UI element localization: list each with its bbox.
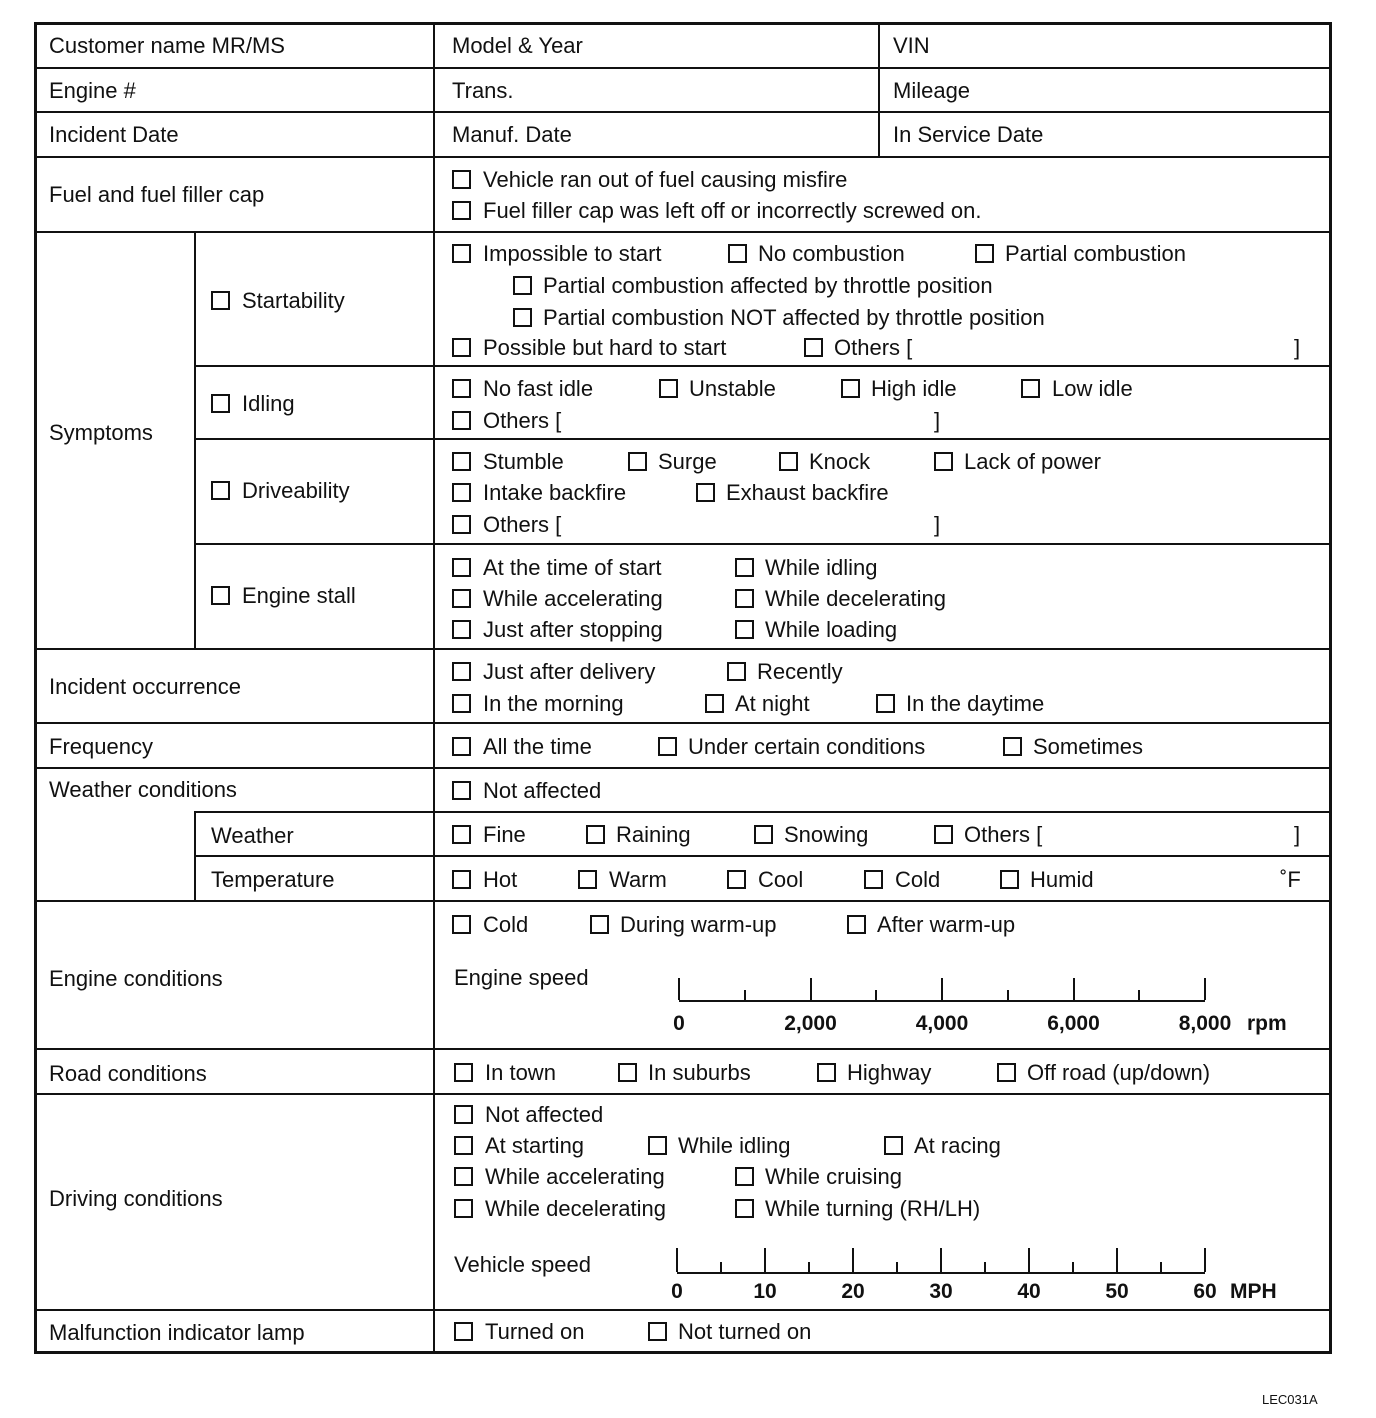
engine-stall-option: Just after stopping [483,617,663,642]
driveability-option: Stumble [483,449,564,474]
mph-tick-label: 40 [1017,1280,1041,1303]
rpm-minor-tick [1007,990,1009,1000]
checkbox[interactable] [452,558,471,577]
weather-option: Raining [616,822,691,847]
engine-condition-option: During warm-up [620,912,777,937]
checkbox[interactable] [454,1136,473,1155]
checkbox[interactable] [997,1063,1016,1082]
row-divider [195,855,1332,857]
checkbox[interactable] [779,452,798,471]
model-year-label: Model & Year [452,33,583,58]
startability-option: Partial combustion affected by throttle position [543,273,993,298]
frequency-label: Frequency [49,734,153,759]
driving-option: While idling [678,1133,791,1158]
temperature-unit: ˚F [1280,867,1301,892]
startability-option: Impossible to start [483,241,662,266]
row-divider [34,111,1332,113]
incident-option: At night [735,691,810,716]
incident-date-label: Incident Date [49,122,179,147]
driving-option: While turning (RH/LH) [765,1196,981,1221]
driving-option: While accelerating [485,1164,665,1189]
checkbox[interactable] [452,411,471,430]
figure-code: LEC031A [1262,1392,1318,1407]
driving-option: While decelerating [485,1196,666,1221]
row-divider [34,67,1332,69]
checkbox[interactable] [735,1167,754,1186]
driveability-option: Knock [809,449,871,474]
vehicle-speed-label: Vehicle speed [454,1252,591,1277]
checkbox[interactable] [817,1063,836,1082]
checkbox[interactable] [452,737,471,756]
weather-option: Fine [483,822,526,847]
row-divider [195,365,1332,367]
row-divider [34,1309,1332,1311]
frequency-option: Under certain conditions [688,734,926,759]
checkbox[interactable] [658,737,677,756]
engine-stall-option: While accelerating [483,586,663,611]
mph-tick-label: 30 [929,1280,953,1303]
row-divider [195,543,1332,545]
checkbox[interactable] [659,379,678,398]
checkbox[interactable] [934,825,953,844]
checkbox[interactable] [454,1105,473,1124]
frequency-option: Sometimes [1033,734,1144,759]
mph-major-tick [940,1248,942,1272]
checkbox[interactable] [452,589,471,608]
checkbox[interactable] [211,394,230,413]
close-bracket: ] [1294,822,1301,847]
startability-others: Others [ [834,335,913,360]
startability-label: Startability [242,288,345,313]
checkbox[interactable] [452,452,471,471]
checkbox[interactable] [1000,870,1019,889]
rpm-tick-label: 6,000 [1047,1012,1100,1035]
checkbox[interactable] [211,291,230,310]
mph-major-tick [1116,1248,1118,1272]
checkbox[interactable] [975,244,994,263]
checkbox[interactable] [586,825,605,844]
checkbox[interactable] [211,586,230,605]
rpm-minor-tick [875,990,877,1000]
row-divider [195,438,1332,440]
weather-conditions-label: Weather conditions [49,777,237,802]
checkbox[interactable] [934,452,953,471]
mph-major-tick [852,1248,854,1272]
checkbox[interactable] [454,1063,473,1082]
checkbox[interactable] [727,870,746,889]
driving-option: At racing [914,1133,1001,1158]
startability-option: Possible but hard to start [483,335,727,360]
road-option: In suburbs [648,1060,751,1085]
checkbox[interactable] [696,483,715,502]
checkbox[interactable] [735,1199,754,1218]
row-divider [195,811,1332,813]
road-option: In town [485,1060,556,1085]
checkbox[interactable] [454,1167,473,1186]
checkbox[interactable] [452,870,471,889]
driveability-option: Lack of power [964,449,1101,474]
row-divider [34,231,1332,233]
weather-option: Not affected [483,778,602,803]
checkbox[interactable] [648,1136,667,1155]
checkbox[interactable] [735,620,754,639]
incident-option: Just after delivery [483,659,656,684]
road-option: Off road (up/down) [1027,1060,1211,1085]
fuel-option: Vehicle ran out of fuel causing misfire [483,167,848,192]
mph-minor-tick [984,1262,986,1272]
symptoms-label: Symptoms [49,420,153,445]
checkbox[interactable] [452,338,471,357]
driveability-label: Driveability [242,478,350,503]
checkbox[interactable] [754,825,773,844]
temperature-option: Cool [758,867,804,892]
rpm-tick-label: 2,000 [784,1012,837,1035]
row-divider [34,648,1332,650]
engine-stall-option: While idling [765,555,878,580]
fuel-section-label: Fuel and fuel filler cap [49,182,265,207]
rpm-tick-label: 0 [673,1012,685,1035]
row-divider [34,900,1332,902]
mph-tick-label: 20 [841,1280,865,1303]
checkbox[interactable] [1021,379,1040,398]
checkbox[interactable] [728,244,747,263]
mph-axis [677,1272,1205,1274]
rpm-major-tick [1204,978,1206,1000]
startability-option: No combustion [758,241,905,266]
checkbox[interactable] [452,379,471,398]
mph-tick-label: 60 [1193,1280,1217,1303]
mph-unit: MPH [1230,1280,1277,1303]
row-divider [34,767,1332,769]
checkbox[interactable] [452,825,471,844]
mil-option: Not turned on [678,1319,812,1344]
checkbox[interactable] [727,662,746,681]
trans-label: Trans. [452,78,514,103]
weather-label: Weather [211,823,294,848]
incident-option: Recently [757,659,843,684]
engine-number-label: Engine # [49,78,136,103]
rpm-minor-tick [744,990,746,1000]
column-divider [878,22,880,156]
checkbox[interactable] [735,589,754,608]
mph-minor-tick [720,1262,722,1272]
temperature-option: Hot [483,867,518,892]
checkbox[interactable] [841,379,860,398]
checkbox[interactable] [884,1136,903,1155]
driveability-option: Surge [658,449,717,474]
fuel-option: Fuel filler cap was left off or incorrectly screwed on. [483,198,982,223]
checkbox[interactable] [804,338,823,357]
incident-occurrence-label: Incident occurrence [49,674,241,699]
driveability-option: Intake backfire [483,480,627,505]
checkbox[interactable] [452,694,471,713]
checkbox[interactable] [452,515,471,534]
idling-others: Others [ [483,408,562,433]
temperature-option: Warm [609,867,667,892]
rpm-major-tick [678,978,680,1000]
rpm-unit: rpm [1247,1012,1287,1035]
mph-minor-tick [808,1262,810,1272]
mil-option: Turned on [485,1319,585,1344]
mph-minor-tick [896,1262,898,1272]
mph-major-tick [764,1248,766,1272]
row-divider [34,722,1332,724]
mph-major-tick [1204,1248,1206,1272]
driving-option: At starting [485,1133,585,1158]
checkbox[interactable] [864,870,883,889]
close-bracket: ] [1294,335,1301,360]
column-divider [433,22,435,1354]
driveability-others: Others [ [483,512,562,537]
driveability-option: Exhaust backfire [726,480,889,505]
mil-label: Malfunction indicator lamp [49,1320,305,1345]
temperature-option: Humid [1030,867,1094,892]
checkbox[interactable] [452,483,471,502]
idling-option: Low idle [1052,376,1133,401]
row-divider [34,1093,1332,1095]
engine-stall-option: At the time of start [483,555,662,580]
checkbox[interactable] [452,201,471,220]
rpm-axis [679,1000,1205,1002]
checkbox[interactable] [452,244,471,263]
close-bracket: ] [934,408,941,433]
mph-tick-label: 0 [671,1280,683,1303]
manuf-date-label: Manuf. Date [452,122,572,147]
checkbox[interactable] [452,915,471,934]
rpm-major-tick [1073,978,1075,1000]
idling-option: High idle [871,376,957,401]
mph-minor-tick [1160,1262,1162,1272]
checkbox[interactable] [211,481,230,500]
checkbox[interactable] [628,452,647,471]
checkbox[interactable] [452,620,471,639]
checkbox[interactable] [847,915,866,934]
engine-stall-option: While loading [765,617,898,642]
checkbox[interactable] [876,694,895,713]
checkbox[interactable] [578,870,597,889]
mph-tick-label: 10 [753,1280,777,1303]
incident-option: In the daytime [906,691,1045,716]
close-bracket: ] [934,512,941,537]
idling-label: Idling [242,391,295,416]
temperature-option: Cold [895,867,941,892]
checkbox[interactable] [618,1063,637,1082]
checkbox[interactable] [590,915,609,934]
road-conditions-label: Road conditions [49,1061,207,1086]
vin-label: VIN [893,33,930,58]
in-service-date-label: In Service Date [893,122,1044,147]
engine-stall-option: While decelerating [765,586,946,611]
mileage-label: Mileage [893,78,971,103]
rpm-tick-label: 4,000 [915,1012,969,1035]
engine-condition-option: Cold [483,912,529,937]
mph-minor-tick [1072,1262,1074,1272]
engine-conditions-label: Engine conditions [49,966,223,991]
driving-option: While cruising [765,1164,902,1189]
driving-conditions-label: Driving conditions [49,1186,223,1211]
row-divider [34,156,1332,158]
startability-option: Partial combustion [1005,241,1186,266]
checkbox[interactable] [648,1322,667,1341]
row-divider [34,1048,1332,1050]
checkbox[interactable] [454,1322,473,1341]
temperature-label: Temperature [211,867,335,892]
rpm-major-tick [810,978,812,1000]
column-divider [194,811,196,900]
driving-option: Not affected [485,1102,604,1127]
rpm-minor-tick [1138,990,1140,1000]
checkbox[interactable] [705,694,724,713]
mph-major-tick [1028,1248,1030,1272]
idling-option: Unstable [689,376,776,401]
idling-option: No fast idle [483,376,594,401]
customer-name-label: Customer name MR/MS [49,33,285,58]
checkbox[interactable] [513,276,532,295]
frequency-option: All the time [483,734,592,759]
checkbox[interactable] [735,558,754,577]
incident-option: In the morning [483,691,624,716]
startability-option: Partial combustion NOT affected by throttle position [543,305,1045,330]
mph-major-tick [676,1248,678,1272]
checkbox[interactable] [513,308,532,327]
checkbox[interactable] [452,662,471,681]
engine-stall-label: Engine stall [242,583,356,608]
road-option: Highway [847,1060,932,1085]
mph-tick-label: 50 [1105,1280,1129,1303]
rpm-major-tick [941,978,943,1000]
checkbox[interactable] [452,781,471,800]
column-divider [194,231,196,648]
engine-speed-label: Engine speed [454,965,589,990]
weather-others: Others [ [964,822,1043,847]
weather-option: Snowing [784,822,869,847]
engine-condition-option: After warm-up [877,912,1016,937]
checkbox[interactable] [452,170,471,189]
checkbox[interactable] [454,1199,473,1218]
checkbox[interactable] [1003,737,1022,756]
rpm-tick-label: 8,000 [1178,1012,1232,1035]
